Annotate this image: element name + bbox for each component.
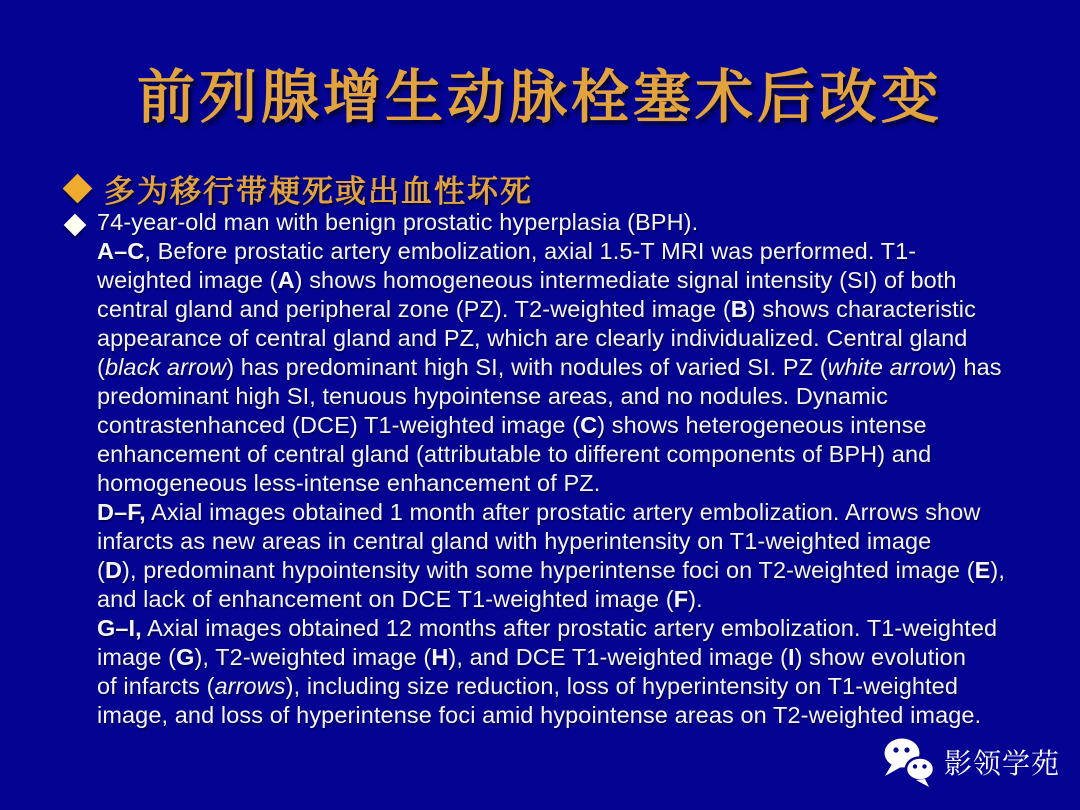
- caption-line: (D), predominant hypointensity with some hyperintense foci on T2-weighted image (E),: [97, 557, 1005, 583]
- caption-line: predominant high SI, tenuous hypointense areas, and no nodules. Dynamic: [97, 383, 888, 409]
- caption-line: image (G), T2-weighted image (H), and DCE T1-weighted image (I) show evolution: [97, 644, 967, 670]
- bullet-item-cn: [64, 166, 533, 211]
- caption-line: 74-year-old man with benign prostatic hyperplasia (BPH).: [97, 209, 699, 235]
- caption-line: homogeneous less-intense enhancement of PZ.: [97, 470, 601, 496]
- watermark-label: 影领学苑: [944, 748, 1061, 779]
- diamond-bullet-icon: [63, 174, 93, 204]
- caption-line: enhancement of central gland (attributable to different components of BPH) and: [97, 441, 932, 467]
- caption-line: weighted image (A) shows homogeneous intermediate signal intensity (SI) of both: [97, 267, 957, 293]
- caption-line: central gland and peripheral zone (PZ). T2-weighted image (B) shows characteristic: [97, 296, 976, 322]
- caption-line: infarcts as new areas in central gland with hyperintensity on T1-weighted image: [97, 528, 932, 554]
- caption-text-block: [97, 208, 1005, 730]
- caption-line: A–C, Before prostatic artery embolization, axial 1.5-T MRI was performed. T1-: [97, 238, 917, 264]
- caption-line: of infarcts (arrows), including size reduction, loss of hyperintensity on T1-weighted: [97, 673, 959, 699]
- caption-line: (black arrow) has predominant high SI, with nodules of varied SI. PZ (white arrow) has: [97, 354, 1002, 380]
- caption-line: and lack of enhancement on DCE T1-weighted image (F).: [97, 586, 703, 612]
- caption-line: appearance of central gland and PZ, which are clearly individualized. Central gland: [97, 325, 968, 351]
- caption-line: G–I, Axial images obtained 12 months after prostatic artery embolization. T1-weighted: [97, 615, 998, 641]
- slide-title: 前列腺增生动脉栓塞术后改变: [136, 63, 943, 131]
- caption-line: image, and loss of hyperintense foci amid hypointense areas on T2-weighted image.: [97, 702, 982, 728]
- wechat-icon: [882, 737, 938, 787]
- watermark: [882, 737, 1060, 787]
- caption-line: contrastenhanced (DCE) T1-weighted image (C) shows heterogeneous intense: [97, 412, 927, 438]
- diamond-bullet-icon: [64, 214, 87, 237]
- caption-line: D–F, Axial images obtained 1 month after prostatic artery embolization. Arrows show: [97, 499, 981, 525]
- bullet-cn-label: 多为移行带梗死或出血性坏死: [104, 174, 533, 210]
